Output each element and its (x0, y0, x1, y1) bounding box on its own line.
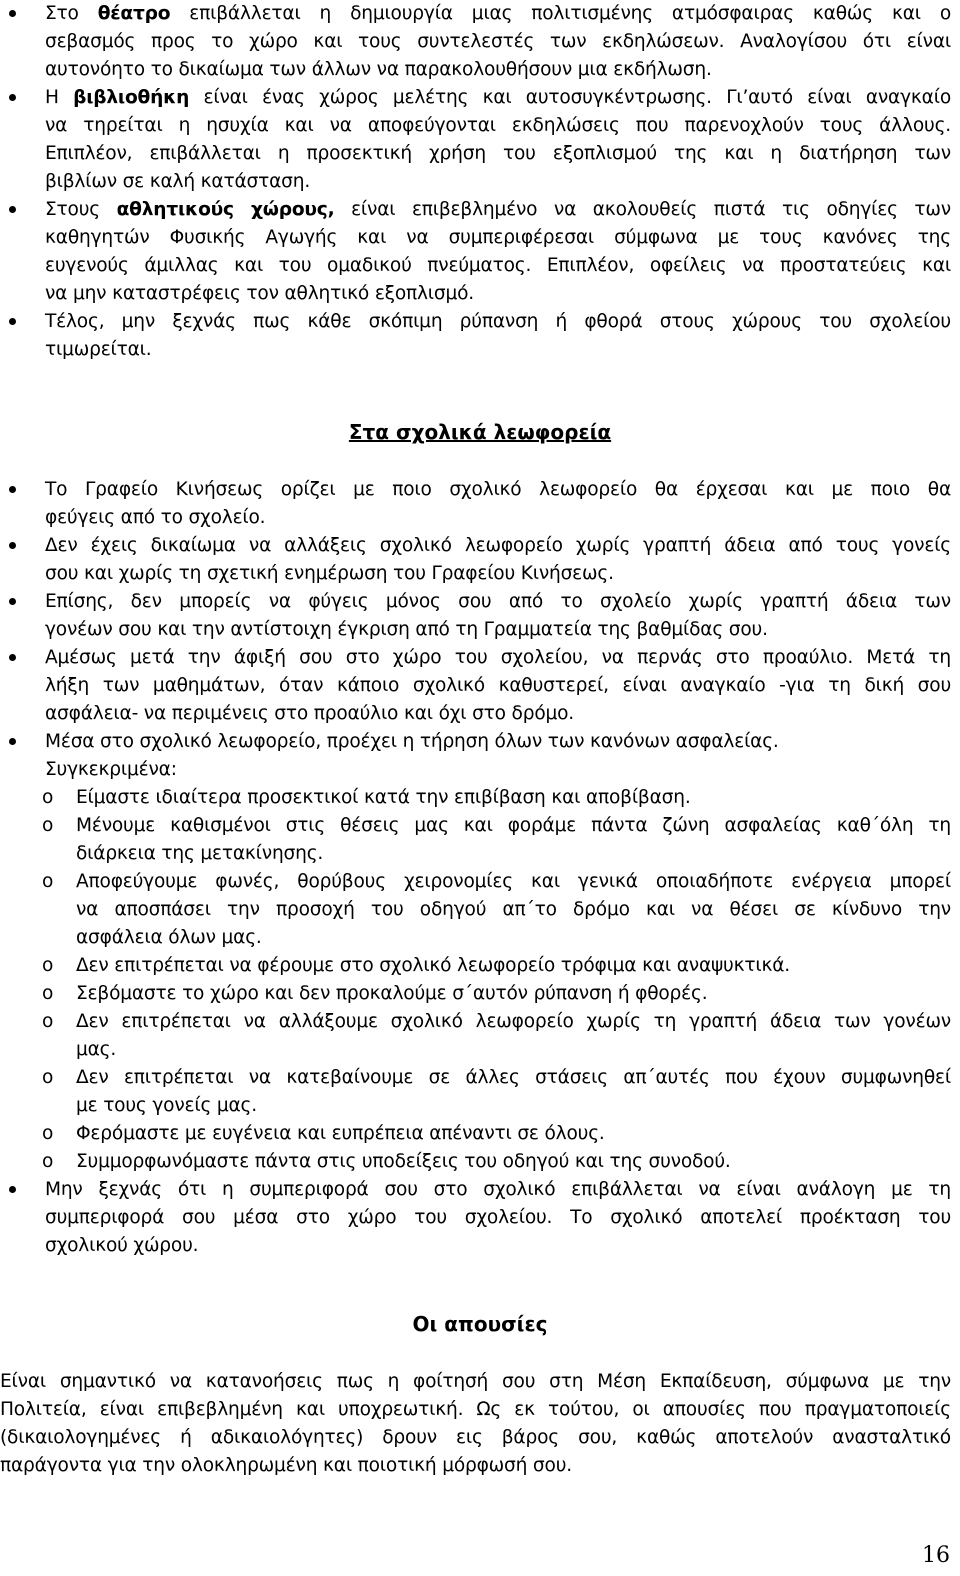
sub-bullet: o (42, 1151, 54, 1172)
paragraph-sports (45, 196, 951, 308)
sub-list-item (76, 868, 951, 952)
sub-list-item (76, 1008, 951, 1064)
text-line: Η βιβλιοθήκη είναι ένας χώρος μελέτης και αυτοσυγκέντρωσης. Γι’αυτό είναι αναγκαίο (45, 87, 952, 108)
sub-bullet: o (42, 871, 54, 892)
list-item (45, 1176, 951, 1260)
sub-bullet: o (42, 1123, 54, 1144)
text-line: Το Γραφείο Κινήσεως ορίζει με ποιο σχολικό λεωφορείο θα έρχεσαι και με ποιο θα (45, 479, 951, 500)
paragraph-library (45, 84, 951, 196)
bullet (9, 10, 16, 17)
page-number: 16 (922, 1543, 950, 1568)
bullet (9, 1186, 16, 1193)
bullet (9, 94, 16, 101)
text-line: (δικαιολογημένες ή αδικαιολόγητες) δρουν εις βάρος σου, καθώς αποτελούν ανασταλτικό (0, 1427, 951, 1448)
text-line: σχολικού χώρου. (45, 1235, 199, 1256)
list-item (45, 644, 951, 728)
text-line: Συμμορφωνόμαστε πάντα στις υποδείξεις του οδηγού και της συνοδού. (76, 1151, 731, 1172)
bullet (9, 654, 16, 661)
sub-bullet: o (42, 955, 54, 976)
bullet (9, 542, 16, 549)
text-line: σεβασμός προς το χώρο και τους συντελεστές των εκδηλώσεων. Αναλογίσου ότι είναι (45, 31, 951, 52)
text-line: Πολιτεία, είναι επιβεβλημένη και υποχρεωτική. Ως εκ τούτου, οι απουσίες που πραγματοποιείς (0, 1399, 951, 1420)
list-item (45, 588, 951, 644)
text-line: συμπεριφορά σου μέσα στο χώρο του σχολείου. Το σχολικό αποτελεί προέκταση του (45, 1207, 951, 1228)
text-line: ευγενούς άμιλλας και του ομαδικού πνεύματος. Επιπλέον, οφείλεις να προστατεύεις και (45, 255, 951, 276)
list-item (45, 532, 951, 588)
sub-list-item (76, 1120, 951, 1148)
text-line: Μέσα στο σχολικό λεωφορείο, προέχει η τήρηση όλων των κανόνων ασφαλείας. (45, 731, 779, 752)
text-line: Στο θέατρο επιβάλλεται η δημιουργία μιας πολιτισμένης ατμόσφαιρας καθώς και ο (45, 3, 951, 24)
text-line: να αποσπάσει την προσοχή του οδηγού απ΄το δρόμο και να θέσει σε κίνδυνο την (76, 899, 951, 920)
text-line: παράγοντα για την ολοκληρωμένη και ποιοτική μόρφωσή σου. (0, 1455, 572, 1476)
paragraph-theatre (45, 0, 951, 84)
bullet (9, 318, 16, 325)
text-line: σου και χωρίς τη σχετική ενημέρωση του Γραφείου Κινήσεως. (45, 563, 614, 584)
text-line: αυτονόητο το δικαίωμα των άλλων να παρακολουθήσουν μια εκδήλωση. (45, 59, 712, 80)
sub-bullet: o (42, 1011, 54, 1032)
text-line: τιμωρείται. (45, 339, 152, 360)
list-item (45, 476, 951, 532)
sub-list-item (76, 1148, 951, 1176)
sub-bullet: o (42, 787, 54, 808)
sub-list-item (76, 784, 951, 812)
text-line: διάρκεια της μετακίνησης. (76, 843, 324, 864)
sub-bullet: o (42, 1067, 54, 1088)
sub-list-item (76, 980, 951, 1008)
section-heading-school-buses: Στα σχολικά λεωφορεία (348, 420, 612, 444)
text-line: να μην καταστρέφεις τον αθλητικό εξοπλισμό. (45, 283, 474, 304)
text-line: να τηρείται η ησυχία και να αποφεύγονται εκδηλώσεις που παρενοχλούν τους άλλους. (45, 115, 951, 136)
text-line: Επιπλέον, επιβάλλεται η προσεκτική χρήση του εξοπλισμού της και η διατήρηση των (45, 143, 951, 164)
text-line: λήξη των μαθημάτων, όταν κάποιο σχολικό καθυστερεί, είναι αναγκαίο -για τη δική σου (45, 675, 951, 696)
text-line: Αποφεύγουμε φωνές, θορύβους χειρονομίες και γενικά οποιαδήποτε ενέργεια μπορεί (76, 871, 951, 892)
text-line: Φερόμαστε με ευγένεια και ευπρέπεια απέναντι σε όλους. (76, 1123, 605, 1144)
bullet (9, 598, 16, 605)
sub-bullet: o (42, 983, 54, 1004)
text-line: Μένουμε καθισμένοι στις θέσεις μας και φοράμε πάντα ζώνη ασφαλείας καθ΄όλη τη (76, 815, 951, 836)
sub-bullet: o (42, 815, 54, 836)
text-line: ασφάλεια όλων μας. (76, 927, 262, 948)
text-line: Είναι σημαντικό να κατανοήσεις πως η φοίτησή σου στη Μέση Εκπαίδευση, σύμφωνα με την (0, 1371, 951, 1392)
text-line: Δεν επιτρέπεται να αλλάξουμε σχολικό λεωφορείο χωρίς τη γραπτή άδεια των γονέων (76, 1011, 951, 1032)
text-line: Δεν έχεις δικαίωμα να αλλάξεις σχολικό λεωφορείο χωρίς γραπτή άδεια από τους γονείς (45, 535, 951, 556)
text-line: με τους γονείς μας. (76, 1095, 257, 1116)
text-line: Είμαστε ιδιαίτερα προσεκτικοί κατά την επιβίβαση και αποβίβαση. (76, 787, 691, 808)
list-item (45, 728, 951, 784)
text-line: βιβλίων σε καλή κατάσταση. (45, 171, 311, 192)
paragraph-finally (45, 308, 951, 364)
sub-list-item (76, 812, 951, 868)
text-line: ασφάλεια- να περιμένεις στο προαύλιο και όχι στο δρόμο. (45, 703, 575, 724)
section-heading-absences: Οι απουσίες (412, 1312, 548, 1336)
text-line: Στους αθλητικούς χώρους, είναι επιβεβλημένο να ακολουθείς πιστά τις οδηγίες των (45, 199, 951, 220)
sub-list-item (76, 952, 951, 980)
sub-list-item (76, 1064, 951, 1120)
text-line: Δεν επιτρέπεται να κατεβαίνουμε σε άλλες στάσεις απ΄αυτές που έχουν συμφωνηθεί (76, 1067, 951, 1088)
text-line: φεύγεις από το σχολείο. (45, 507, 266, 528)
text-line: μας. (76, 1039, 117, 1060)
text-line: Δεν επιτρέπεται να φέρουμε στο σχολικό λεωφορείο τρόφιμα και αναψυκτικά. (76, 955, 790, 976)
text-line: Συγκεκριμένα: (45, 759, 177, 780)
text-line: Σεβόμαστε το χώρο και δεν προκαλούμε σ΄αυτόν ρύπανση ή φθορές. (76, 983, 708, 1004)
bullet (9, 738, 16, 745)
text-line: Μην ξεχνάς ότι η συμπεριφορά σου στο σχολικό επιβάλλεται να είναι ανάλογη με τη (45, 1179, 951, 1200)
text-line: Επίσης, δεν μπορείς να φύγεις μόνος σου από το σχολείο χωρίς γραπτή άδεια των (45, 591, 951, 612)
bullet (9, 206, 16, 213)
text-line: γονέων σου και την αντίστοιχη έγκριση από τη Γραμματεία της βαθμίδας σου. (45, 619, 768, 640)
bullet (9, 486, 16, 493)
text-line: Τέλος, μην ξεχνάς πως κάθε σκόπιμη ρύπανση ή φθορά στους χώρους του σχολείου (45, 311, 951, 332)
text-line: Αμέσως μετά την άφιξή σου στο χώρο του σχολείου, να περνάς στο προαύλιο. Μετά τη (45, 647, 951, 668)
paragraph-absences (0, 1368, 951, 1480)
text-line: καθηγητών Φυσικής Αγωγής και να συμπεριφέρεσαι σύμφωνα με τους κανόνες της (45, 227, 951, 248)
